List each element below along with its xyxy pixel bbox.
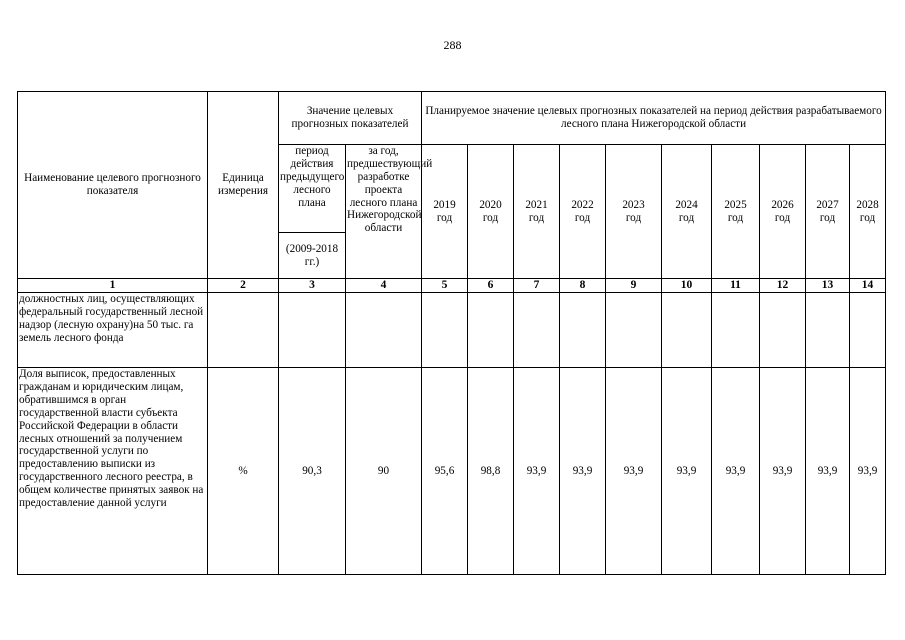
year-label: 2026 [771, 198, 794, 211]
cell-2024 [662, 293, 712, 368]
year-unit: год [727, 211, 744, 224]
year-unit: год [436, 211, 453, 224]
column-number: 2 [208, 279, 279, 293]
cell-2019 [422, 293, 468, 368]
year-label: 2023 [622, 198, 645, 211]
header-previous-period-years: (2009-2018 гг.) [279, 233, 346, 279]
year-label: 2020 [479, 198, 502, 211]
header-previous-period: период действия предыдущего лесного плана [279, 145, 346, 233]
column-number: 8 [560, 279, 606, 293]
header-year-2021 [514, 145, 560, 279]
cell-2020: 98,8 [468, 368, 514, 575]
table-row [18, 368, 886, 575]
header-year-2022 [560, 145, 606, 279]
header-unit: Единица измерения [208, 92, 279, 279]
cell-2022 [560, 293, 606, 368]
column-number: 7 [514, 279, 560, 293]
year-unit: год [859, 211, 876, 224]
cell-year-before: 90 [346, 368, 422, 575]
year-unit: год [625, 211, 642, 224]
indicator-name: Доля выписок, предоставленных гражданам и юридическим лицам, обратившимся в орган государственной власти субъекта Российской Федерации в области лесных отношений за получением государственной услуги по предоставлению выписки из государственного лесного реестра, в общем количестве принятых заявок на предоставление данной услуги [18, 368, 208, 575]
column-number: 14 [850, 279, 886, 293]
page-number: 288 [443, 38, 462, 52]
cell-2021 [514, 293, 560, 368]
cell-unit [208, 293, 279, 368]
forecast-indicators-table [17, 91, 886, 575]
column-number: 3 [279, 279, 346, 293]
header-year-2027 [806, 145, 850, 279]
header-year-2026 [760, 145, 806, 279]
cell-2026: 93,9 [760, 368, 806, 575]
cell-2019: 95,6 [422, 368, 468, 575]
cell-2024: 93,9 [662, 368, 712, 575]
cell-2026 [760, 293, 806, 368]
year-label: 2021 [525, 198, 548, 211]
cell-2020 [468, 293, 514, 368]
header-year-2028 [850, 145, 886, 279]
column-number: 6 [468, 279, 514, 293]
year-unit: год [528, 211, 545, 224]
column-number: 9 [606, 279, 662, 293]
column-number: 5 [422, 279, 468, 293]
column-number: 11 [712, 279, 760, 293]
indicator-name: должностных лиц, осуществляющих федеральный государственный лесной надзор (лесную охрану)на 50 тыс. га земель лесного фонда [18, 293, 208, 368]
cell-2025 [712, 293, 760, 368]
header-year-2024 [662, 145, 712, 279]
cell-previous-period: 90,3 [279, 368, 346, 575]
year-label: 2024 [675, 198, 698, 211]
header-indicator-name: Наименование целевого прогнозного показателя [18, 92, 208, 279]
year-label: 2022 [571, 198, 594, 211]
year-unit: год [574, 211, 591, 224]
header-planned-values-group: Планируемое значение целевых прогнозных показателей на период действия разрабатываемого лесного плана Нижегородской области [422, 92, 886, 145]
year-label: 2019 [433, 198, 456, 211]
header-year-2025 [712, 145, 760, 279]
cell-previous-period [279, 293, 346, 368]
year-label: 2028 [856, 198, 879, 211]
cell-2022: 93,9 [560, 368, 606, 575]
header-year-2023 [606, 145, 662, 279]
year-unit: год [482, 211, 499, 224]
cell-year-before [346, 293, 422, 368]
cell-2027 [806, 293, 850, 368]
cell-2025: 93,9 [712, 368, 760, 575]
header-year-before: за год, предшествующий разработке проекта лесного плана Нижегородской области [346, 145, 422, 279]
year-unit: год [774, 211, 791, 224]
cell-2023 [606, 293, 662, 368]
year-unit: год [678, 211, 695, 224]
column-number: 10 [662, 279, 712, 293]
header-target-values-group: Значение целевых прогнозных показателей [279, 92, 422, 145]
table-row [18, 293, 886, 368]
cell-2023: 93,9 [606, 368, 662, 575]
column-number: 13 [806, 279, 850, 293]
column-number: 1 [18, 279, 208, 293]
year-label: 2025 [724, 198, 747, 211]
cell-2021: 93,9 [514, 368, 560, 575]
cell-2027: 93,9 [806, 368, 850, 575]
cell-unit: % [208, 368, 279, 575]
year-label: 2027 [816, 198, 839, 211]
cell-2028: 93,9 [850, 368, 886, 575]
column-number: 12 [760, 279, 806, 293]
header-year-2020 [468, 145, 514, 279]
year-unit: год [819, 211, 836, 224]
cell-2028 [850, 293, 886, 368]
column-number: 4 [346, 279, 422, 293]
